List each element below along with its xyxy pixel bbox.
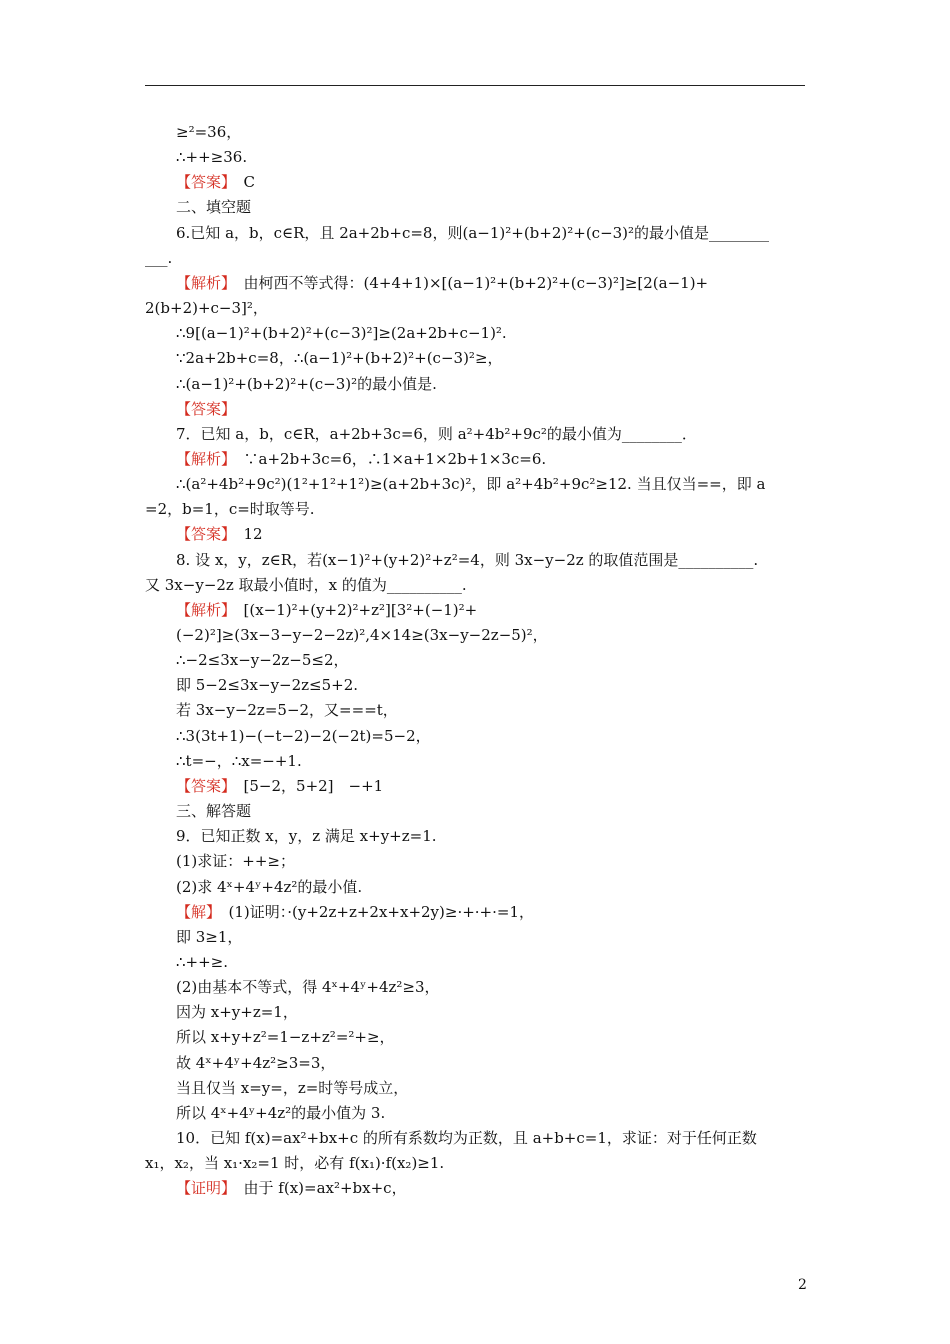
text-line	[176, 172, 255, 192]
text-line	[176, 323, 507, 343]
line-text: 所以 x+y+z²=1−z+z²=²+≥，	[176, 1028, 395, 1047]
line-text: ∴++≥36.	[176, 148, 248, 167]
line-text: 10．已知 f(x)=ax²+bx+c 的所有系数均为正数，且 a+b+c=1，求证：对于任何正数	[176, 1129, 757, 1147]
line-text: ∴++≥.	[176, 952, 229, 971]
line-text: (2)由基本不等式，得 4ˣ+4ʸ+4z²≥3，	[176, 978, 440, 997]
text-line	[176, 399, 236, 419]
text-line	[176, 122, 241, 142]
text-line	[176, 147, 247, 167]
section-label: 【答案】	[176, 776, 229, 795]
text-line	[176, 700, 398, 720]
text-line	[176, 1178, 407, 1198]
line-text: 三、解答题	[176, 802, 252, 821]
text-line	[176, 223, 769, 243]
text-line	[176, 550, 758, 570]
section-label: 【解析】	[176, 449, 229, 468]
line-text: ∴(a−1)²+(b+2)²+(c−3)²的最小值是.	[176, 374, 437, 393]
line-text: [5−2，5+2] −+1	[228, 776, 384, 795]
line-text: (−2)²]≥(3x−3−y−2−2z)²,4×14≥(3x−y−2z−5)²，	[176, 626, 548, 644]
line-text: 6.已知 a，b，c∈R，且 2a+2b+c=8，则(a−1)²+(b+2)²+(c−3)²的最小值是________	[176, 223, 770, 242]
line-text: ∴t=−，∴x=−+1.	[176, 751, 302, 770]
section-label: 【答案】	[176, 399, 237, 418]
line-text: ≥²=36，	[176, 123, 242, 141]
text-line	[145, 298, 268, 318]
line-text: 故 4ˣ+4ʸ+4z²≥3=3，	[176, 1053, 336, 1072]
line-text: [(x−1)²+(y+2)²+z²][3²+(−1)²+	[228, 600, 478, 619]
text-line	[176, 952, 228, 972]
text-line	[176, 1103, 385, 1123]
text-line	[176, 801, 251, 821]
section-label: 【解析】	[176, 600, 229, 619]
line-text: (1)证明：·(y+2z+z+2x+x+2y)≥·+·+·=1，	[213, 902, 535, 921]
line-text: 当且仅当 x=y=，z=时等号成立，	[176, 1078, 409, 1097]
line-text: 7．已知 a，b，c∈R，a+2b+3c=6，则 a²+4b²+9c²的最小值为________．	[176, 424, 697, 443]
text-line	[176, 1078, 408, 1098]
line-text: 二、填空题	[176, 198, 252, 217]
line-text: 8. 设 x，y，z∈R，若(x−1)²+(y+2)²+z²=4，则 3x−y−2z 的取值范围是__________.	[176, 550, 759, 569]
text-line	[176, 524, 263, 544]
line-text: x₁，x₂，当 x₁·x₂=1 时，必有 f(x₁)·f(x₂)≥1.	[145, 1154, 445, 1173]
text-line	[176, 1002, 298, 1022]
line-text: ___.	[145, 248, 173, 267]
text-line	[176, 625, 548, 645]
line-text: 2(b+2)+c−3]²，	[145, 299, 268, 318]
line-text: C	[228, 173, 255, 192]
line-text: 即 3≥1，	[176, 927, 243, 946]
line-text: 又 3x−y−2z 取最小值时，x 的值为__________.	[145, 575, 467, 594]
line-text: (2)求 4ˣ+4ʸ+4z²的最小值.	[176, 877, 363, 896]
text-line	[176, 273, 708, 293]
line-text: ∴9[(a−1)²+(b+2)²+(c−3)²]≥(2a+2b+c−1)².	[176, 324, 507, 343]
text-line	[145, 575, 467, 595]
line-text: 12	[228, 525, 263, 544]
text-line	[176, 902, 534, 922]
text-line	[145, 248, 172, 268]
header-rule	[145, 85, 805, 86]
line-text: 若 3x−y−2z=5−2，又===t，	[176, 701, 398, 720]
text-line	[145, 499, 315, 519]
line-text: 由柯西不等式得：(4+4+1)×[(a−1)²+(b+2)²+(c−3)²]≥[2(a−1)+	[228, 273, 709, 292]
line-text: ∴−2≤3x−y−2z−5≤2，	[176, 651, 349, 670]
text-line	[176, 474, 765, 494]
line-text: 所以 4ˣ+4ʸ+4z²的最小值为 3.	[176, 1103, 386, 1122]
text-line	[176, 424, 697, 444]
text-line	[176, 600, 477, 620]
line-text: ∴3(3t+1)−(−t−2)−2(−2t)=5−2，	[176, 726, 431, 745]
text-line	[176, 197, 251, 217]
section-label: 【解】	[176, 902, 214, 921]
text-line	[176, 1027, 395, 1047]
line-text: ∴(a²+4b²+9c²)(1²+1²+1²)≥(a+2b+3c)²，即 a²+4b²+9c²≥12. 当且仅当==，即 a	[176, 475, 766, 494]
text-line	[176, 877, 362, 897]
line-text: =2，b=1，c=时取等号.	[145, 500, 315, 519]
text-line	[176, 1053, 335, 1073]
text-line	[176, 675, 358, 695]
line-text: 由于 f(x)=ax²+bx+c，	[228, 1179, 407, 1198]
line-text: 因为 x+y+z=1，	[176, 1003, 298, 1022]
text-line	[176, 751, 302, 771]
text-line	[176, 726, 431, 746]
text-line	[176, 650, 349, 670]
line-text: 9．已知正数 x，y，z 满足 x+y+z=1.	[176, 827, 437, 846]
page-number: 2	[798, 1277, 807, 1293]
text-line	[145, 1153, 444, 1173]
text-line	[176, 374, 437, 394]
text-line	[176, 776, 383, 796]
text-line	[176, 1128, 757, 1148]
text-line	[176, 977, 440, 997]
text-line	[176, 826, 437, 846]
section-label: 【答案】	[176, 173, 229, 192]
text-line	[176, 449, 546, 469]
line-text: ∵a+2b+3c=6，∴1×a+1×2b+1×3c=6.	[228, 449, 547, 468]
text-line	[176, 851, 295, 871]
line-text: 即 5−2≤3x−y−2z≤5+2.	[176, 676, 359, 695]
text-line	[176, 927, 242, 947]
section-label: 【证明】	[176, 1179, 229, 1198]
line-text: (1)求证：++≥；	[176, 852, 295, 871]
text-line	[176, 348, 503, 368]
section-label: 【解析】	[176, 273, 229, 292]
section-label: 【答案】	[176, 525, 229, 544]
line-text: ∵2a+2b+c=8，∴(a−1)²+(b+2)²+(c−3)²≥，	[176, 349, 503, 368]
